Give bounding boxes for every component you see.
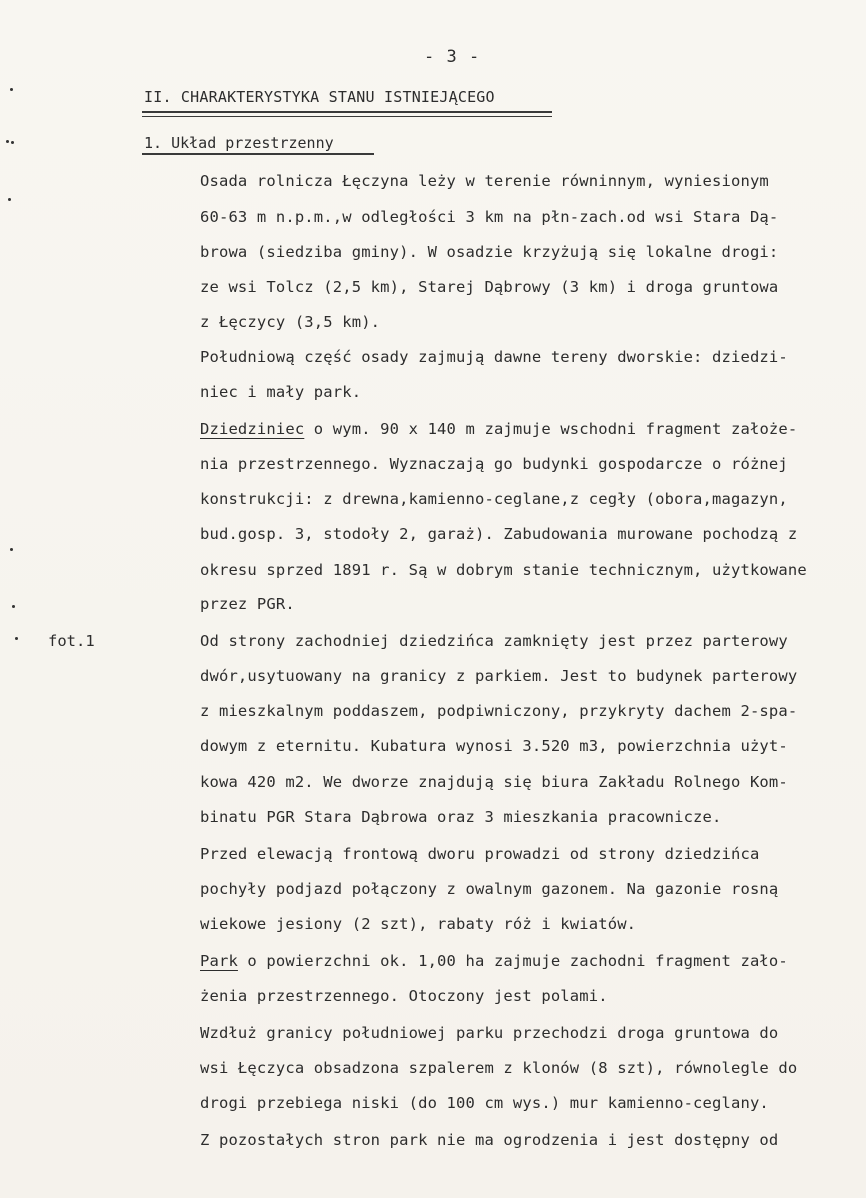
body-line: 60-63 m n.p.m.,w odległości 3 km na płn-zach.od wsi Stara Dą-	[200, 208, 779, 226]
body-line: bud.gosp. 3, stodoły 2, garaż). Zabudowania murowane pochodzą z	[200, 525, 798, 543]
body-line: konstrukcji: z drewna,kamienno-ceglane,z cegły (obora,magazyn,	[200, 490, 788, 508]
margin-dot	[10, 88, 13, 91]
margin-dot	[8, 198, 11, 201]
body-line: kowa 420 m2. We dworze znajdują się biura Zakładu Rolnego Kom-	[200, 773, 788, 791]
body-line: z mieszkalnym poddaszem, podpiwniczony, przykryty dachem 2-spa-	[200, 702, 798, 720]
body-line: Z pozostałych stron park nie ma ogrodzenia i jest dostępny od	[200, 1131, 779, 1149]
body-line: Wzdłuż granicy południowej parku przechodzi droga gruntowa do	[200, 1024, 779, 1042]
subsection-underline	[142, 153, 374, 155]
body-line: okresu sprzed 1891 r. Są w dobrym stanie technicznym, użytkowane	[200, 561, 807, 579]
body-line: Południową część osady zajmują dawne tereny dworskie: dziedzi-	[200, 348, 788, 366]
body-line: browa (siedziba gminy). W osadzie krzyżują się lokalne drogi:	[200, 243, 779, 261]
underlined-term-park: Park	[200, 952, 238, 970]
body-line	[200, 420, 797, 438]
body-line: Osada rolnicza Łęczyna leży w terenie równinnym, wyniesionym	[200, 172, 769, 190]
body-line: ze wsi Tolcz (2,5 km), Starej Dąbrowy (3 km) i droga gruntowa	[200, 278, 779, 296]
subsection-heading: 1. Układ przestrzenny	[144, 134, 334, 152]
body-line: z Łęczycy (3,5 km).	[200, 313, 381, 331]
body-line: dwór,usytuowany na granicy z parkiem. Jest to budynek parterowy	[200, 667, 798, 685]
body-line: dowym z eternitu. Kubatura wynosi 3.520 m3, powierzchnia użyt-	[200, 737, 788, 755]
body-line: Przed elewacją frontową dworu prowadzi od strony dziedzińca	[200, 845, 760, 863]
body-line-rest: o wym. 90 x 140 m zajmuje wschodni fragment założe-	[304, 420, 798, 438]
body-line: wiekowe jesiony (2 szt), rabaty róż i kwiatów.	[200, 915, 637, 933]
body-line: binatu PGR Stara Dąbrowa oraz 3 mieszkania pracownicze.	[200, 808, 722, 826]
body-line-rest: o powierzchni ok. 1,00 ha zajmuje zachodni fragment zało-	[237, 952, 788, 970]
margin-dot	[11, 141, 14, 144]
body-line: drogi przebiega niski (do 100 cm wys.) mur kamienno-ceglany.	[200, 1094, 769, 1112]
margin-note-photo-ref: fot.1	[48, 632, 95, 650]
margin-dot	[10, 548, 13, 551]
body-line	[200, 952, 788, 970]
body-line: Od strony zachodniej dziedzińca zamknięty jest przez parterowy	[200, 632, 788, 650]
section-heading: II. CHARAKTERYSTYKA STANU ISTNIEJĄCEGO	[144, 88, 495, 106]
page-number: - 3 -	[424, 47, 481, 67]
margin-dot	[6, 140, 9, 143]
body-line: nia przestrzennego. Wyznaczają go budynki gospodarcze o różnej	[200, 455, 788, 473]
body-line: żenia przestrzennego. Otoczony jest polami.	[200, 987, 608, 1005]
heading-underline-2	[142, 116, 552, 117]
body-line: wsi Łęczyca obsadzona szpalerem z klonów (8 szt), równolegle do	[200, 1059, 798, 1077]
body-line: przez PGR.	[200, 595, 295, 613]
body-line: niec i mały park.	[200, 383, 362, 401]
body-line: pochyły podjazd połączony z owalnym gazonem. Na gazonie rosną	[200, 880, 779, 898]
heading-underline	[142, 111, 552, 113]
underlined-term-dziedziniec: Dziedziniec	[200, 420, 305, 438]
margin-dot	[15, 637, 18, 640]
margin-dot	[12, 605, 15, 608]
